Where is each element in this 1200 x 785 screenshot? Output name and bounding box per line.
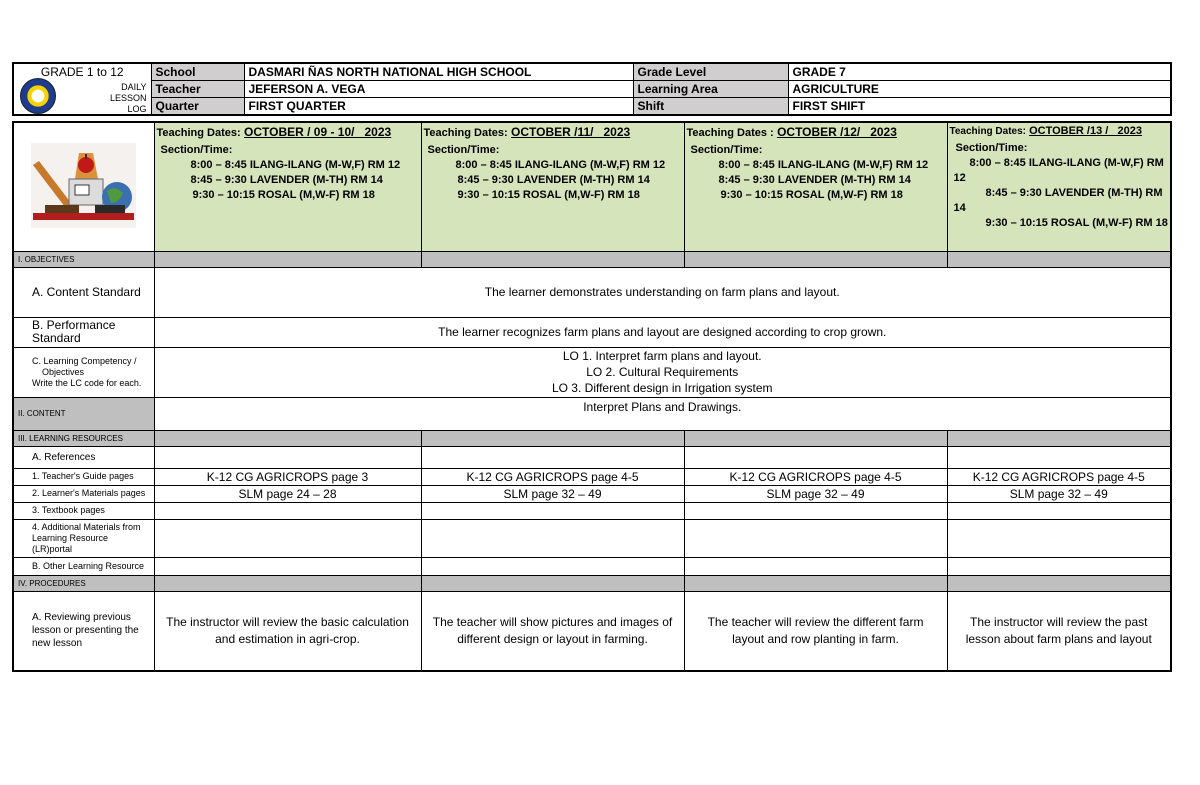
content-heading: II. CONTENT: [13, 397, 154, 430]
textbook-day-4: [947, 502, 1171, 519]
grade-range: GRADE 1 to 12: [40, 65, 124, 79]
competency-label: [13, 347, 154, 397]
day-2-line-1: 8:00 – 8:45 ILANG-ILANG (M-W,F) RM 12: [455, 159, 666, 171]
quarter-value: FIRST QUARTER: [244, 98, 633, 116]
day-3-section-label: Section/Time:: [690, 144, 763, 156]
textbook-day-3: [684, 502, 947, 519]
day-4-line-2b: 14: [953, 202, 966, 214]
learners-materials-day-4: SLM page 32 – 49: [947, 485, 1171, 502]
day-1-line-2: 8:45 – 9:30 LAVENDER (M-TH) RM 14: [190, 174, 383, 186]
day-4-dates-label: Teaching Dates:: [949, 126, 1026, 137]
teacher-label: Teacher: [151, 81, 244, 98]
content-value: Interpret Plans and Drawings.: [154, 397, 1171, 430]
day-4-line-1b: 12: [953, 172, 966, 184]
competency-value: [154, 347, 1171, 397]
lr-fill-4: [947, 430, 1171, 446]
proc-fill-3: [684, 575, 947, 591]
teacher-value: JEFERSON A. VEGA: [244, 81, 633, 98]
day-1-dates-value: OCTOBER / 09 - 10/_ 2023: [244, 125, 392, 139]
references-day-3: [684, 446, 947, 468]
competency-label-2: Objectives: [42, 366, 85, 377]
other-resource-label: B. Other Learning Resource: [13, 557, 154, 575]
references-day-2: [421, 446, 684, 468]
day-3-line-1: 8:00 – 8:45 ILANG-ILANG (M-W,F) RM 12: [718, 159, 929, 171]
day-4-header: [947, 122, 1171, 251]
day-2-section: [424, 143, 682, 203]
competency-line-1: LO 1. Interpret farm plans and layout.: [562, 349, 762, 363]
day-1-header: [154, 122, 421, 251]
review-day-1: The instructor will review the basic calculation and estimation in agri-crop.: [154, 591, 421, 671]
header-table: [12, 62, 1172, 116]
day-4-line-1: 8:00 – 8:45 ILANG-ILANG (M-W,F) RM: [969, 157, 1164, 169]
day-3-line-2: 8:45 – 9:30 LAVENDER (M-TH) RM 14: [718, 174, 911, 186]
content-standard-value: The learner demonstrates understanding on farm plans and layout.: [154, 267, 1171, 317]
learning-area-value: AGRICULTURE: [788, 81, 1171, 98]
day-3-header: [684, 122, 947, 251]
learners-materials-day-2: SLM page 32 – 49: [421, 485, 684, 502]
grade-logo-cell: [13, 63, 151, 115]
dll-line-2: LESSON: [109, 93, 147, 103]
grade-level-label: Grade Level: [633, 63, 788, 81]
grade-level-value: GRADE 7: [788, 63, 1171, 81]
additional-day-4: [947, 519, 1171, 557]
day-4-dates-value: OCTOBER /13 /_ 2023: [1029, 125, 1142, 137]
performance-standard-value: The learner recognizes farm plans and layout are designed according to crop grown.: [154, 317, 1171, 347]
performance-standard-label: B. Performance Standard: [13, 317, 154, 347]
other-day-4: [947, 557, 1171, 575]
lesson-illustration: [13, 122, 154, 251]
dll-line-3: LOG: [127, 104, 147, 114]
proc-fill-2: [421, 575, 684, 591]
other-day-1: [154, 557, 421, 575]
additional-day-3: [684, 519, 947, 557]
textbook-label: 3. Textbook pages: [13, 502, 154, 519]
dll-label: [110, 82, 147, 115]
dll-line-1: DAILY: [121, 82, 147, 92]
learners-materials-day-3: SLM page 32 – 49: [684, 485, 947, 502]
shift-value: FIRST SHIFT: [788, 98, 1171, 116]
lr-fill-1: [154, 430, 421, 446]
teachers-guide-day-4: K-12 CG AGRICROPS page 4-5: [947, 468, 1171, 485]
quarter-label: Quarter: [151, 98, 244, 116]
objectives-fill-1: [154, 251, 421, 267]
competency-label-3: Write the LC code for each.: [32, 377, 142, 388]
textbook-day-1: [154, 502, 421, 519]
competency-label-1: C. Learning Competency /: [32, 355, 137, 366]
proc-fill-1: [154, 575, 421, 591]
school-value: DASMARI ÑAS NORTH NATIONAL HIGH SCHOOL: [244, 63, 633, 81]
objectives-fill-4: [947, 251, 1171, 267]
additional-day-1: [154, 519, 421, 557]
content-standard-label: A. Content Standard: [13, 267, 154, 317]
review-day-2: The teacher will show pictures and images of different design or layout in farming.: [421, 591, 684, 671]
other-day-3: [684, 557, 947, 575]
procedures-heading: IV. PROCEDURES: [13, 575, 154, 591]
day-2-line-2: 8:45 – 9:30 LAVENDER (M-TH) RM 14: [457, 174, 650, 186]
day-1-section-label: Section/Time:: [160, 144, 233, 156]
lesson-log-table: [12, 121, 1172, 672]
objectives-fill-2: [421, 251, 684, 267]
shift-label: Shift: [633, 98, 788, 116]
school-supplies-icon: [31, 143, 136, 228]
additional-materials-label: 4. Additional Materials from Learning Resource (LR)portal: [13, 519, 154, 557]
references-day-4: [947, 446, 1171, 468]
day-1-dates-label: Teaching Dates:: [156, 127, 241, 139]
references-label: A. References: [13, 446, 154, 468]
day-1-section: [157, 143, 419, 203]
other-day-2: [421, 557, 684, 575]
day-4-section-label: Section/Time:: [955, 142, 1028, 154]
additional-day-2: [421, 519, 684, 557]
school-label: School: [151, 63, 244, 81]
teachers-guide-label: 1. Teacher's Guide pages: [13, 468, 154, 485]
day-4-section: [950, 141, 1169, 231]
proc-fill-4: [947, 575, 1171, 591]
day-2-dates-label: Teaching Dates:: [423, 127, 508, 139]
teachers-guide-day-3: K-12 CG AGRICROPS page 4-5: [684, 468, 947, 485]
day-4-line-2: 8:45 – 9:30 LAVENDER (M-TH) RM: [985, 187, 1163, 199]
day-3-section: [687, 143, 945, 203]
learning-area-label: Learning Area: [633, 81, 788, 98]
references-day-1: [154, 446, 421, 468]
lr-fill-3: [684, 430, 947, 446]
day-2-dates-value: OCTOBER /11/_ 2023: [511, 125, 631, 139]
lr-fill-2: [421, 430, 684, 446]
objectives-heading: I. OBJECTIVES: [13, 251, 154, 267]
day-3-dates-value: OCTOBER /12/_ 2023: [777, 125, 897, 139]
review-day-3: The teacher will review the different farm layout and row planting in farm.: [684, 591, 947, 671]
competency-line-3: LO 3. Different design in Irrigation system: [551, 381, 773, 395]
teachers-guide-day-1: K-12 CG AGRICROPS page 3: [154, 468, 421, 485]
day-2-header: [421, 122, 684, 251]
review-day-4: The instructor will review the past lesson about farm plans and layout: [947, 591, 1171, 671]
objectives-fill-3: [684, 251, 947, 267]
textbook-day-2: [421, 502, 684, 519]
day-3-dates-label: Teaching Dates :: [686, 127, 774, 139]
learning-resources-heading: III. LEARNING RESOURCES: [13, 430, 154, 446]
learners-materials-label: 2. Learner's Materials pages: [13, 485, 154, 502]
competency-line-2: LO 2. Cultural Requirements: [586, 365, 739, 379]
day-2-section-label: Section/Time:: [427, 144, 500, 156]
review-label: A. Reviewing previous lesson or presenting the new lesson: [13, 591, 154, 671]
day-2-line-3: 9:30 – 10:15 ROSAL (M,W-F) RM 18: [457, 189, 640, 201]
day-4-line-3: 9:30 – 10:15 ROSAL (M,W-F) RM 18: [985, 217, 1168, 229]
day-1-line-1: 8:00 – 8:45 ILANG-ILANG (M-W,F) RM 12: [190, 159, 401, 171]
day-3-line-3: 9:30 – 10:15 ROSAL (M,W-F) RM 18: [720, 189, 903, 201]
school-seal-icon: [20, 78, 56, 114]
teachers-guide-day-2: K-12 CG AGRICROPS page 4-5: [421, 468, 684, 485]
day-1-line-3: 9:30 – 10:15 ROSAL (M,W-F) RM 18: [192, 189, 375, 201]
learners-materials-day-1: SLM page 24 – 28: [154, 485, 421, 502]
